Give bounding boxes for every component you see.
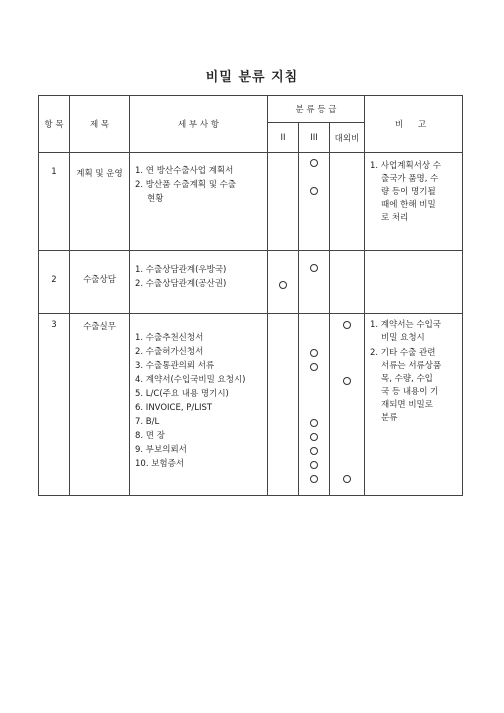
remark-line: 1. 계약서는 수입국 bbox=[370, 320, 441, 330]
row-title-text: 계획 및 운영 bbox=[76, 169, 123, 179]
row-no-text: 1 bbox=[51, 167, 57, 177]
item-line: 1. 연 방산수출사업 계획서 bbox=[135, 166, 234, 176]
remark-line: 1. 사업계획서상 수 bbox=[370, 161, 441, 171]
remark-line: 국 등 내용이 기 bbox=[381, 387, 439, 397]
item-line: 7. B/L bbox=[135, 417, 160, 427]
item-line: 2. 수출허가신청서 bbox=[135, 347, 204, 357]
header-detail: 세 부 사 항 bbox=[130, 96, 268, 153]
header-grade-2: II bbox=[268, 123, 299, 153]
row-title-text: 수출실무 bbox=[83, 322, 116, 332]
document-title: 비밀 분류 지침 bbox=[205, 70, 299, 85]
remark-line: 분류 bbox=[381, 413, 398, 423]
remark-line: 로 처리 bbox=[381, 213, 409, 223]
remark-line: 목, 수량, 수입 bbox=[381, 374, 433, 384]
grade-mark-circle bbox=[343, 475, 351, 483]
item-line: 6. INVOICE, P/LIST bbox=[135, 403, 213, 413]
item-line: 1. 수출추천신청서 bbox=[135, 333, 204, 343]
grade-mark-circle bbox=[310, 419, 318, 427]
grade-mark-circle bbox=[310, 461, 318, 469]
grade-3-cell bbox=[299, 251, 330, 314]
row-items bbox=[130, 314, 268, 496]
item-line: 10. 보험증서 bbox=[135, 459, 185, 469]
grade-mark-circle bbox=[310, 159, 318, 167]
grade-ext-cell bbox=[330, 153, 365, 251]
item-line: 8. 면 장 bbox=[135, 431, 165, 441]
row-items bbox=[130, 153, 268, 251]
row-title bbox=[70, 314, 130, 496]
remark-line: 재되면 비밀로 bbox=[381, 400, 433, 410]
row-title bbox=[70, 251, 130, 314]
item-line: 9. 부보의뢰서 bbox=[135, 445, 187, 455]
remark-line: 량 등이 명기될 bbox=[381, 187, 436, 197]
item-line: 2. 수출상담관계(공산권) bbox=[135, 279, 227, 289]
table-row bbox=[39, 251, 463, 314]
grade-mark-circle bbox=[310, 433, 318, 441]
item-line: 1. 수출상담관계(우방국) bbox=[135, 265, 227, 275]
item-line: 5. L/C(주요 내용 명기시) bbox=[135, 389, 229, 399]
row-title-text: 수출상담 bbox=[83, 275, 116, 285]
classification-table bbox=[38, 95, 463, 496]
remark-line: 때에 한해 비밀 bbox=[381, 200, 436, 210]
remark-line: 비밀 요청시 bbox=[381, 333, 425, 343]
item-line: 4. 계약서(수입국비밀 요청시) bbox=[135, 375, 246, 385]
header-title: 제 목 bbox=[70, 96, 130, 153]
item-line: 현황 bbox=[147, 194, 164, 204]
row-remark bbox=[365, 314, 463, 496]
header-grade-3: III bbox=[299, 123, 330, 153]
table-row bbox=[39, 314, 463, 496]
grade-3-cell bbox=[299, 153, 330, 251]
grade-2-cell bbox=[268, 314, 299, 496]
row-remark bbox=[365, 251, 463, 314]
grade-mark-circle bbox=[279, 281, 287, 289]
grade-mark-circle bbox=[343, 377, 351, 385]
grade-mark-circle bbox=[310, 264, 318, 272]
row-no-text: 3 bbox=[51, 320, 57, 330]
grade-mark-circle bbox=[310, 349, 318, 357]
table-row bbox=[39, 153, 463, 251]
row-no bbox=[39, 153, 70, 251]
header-grade: 분 류 등 급 bbox=[268, 96, 365, 123]
grade-2-cell bbox=[268, 251, 299, 314]
item-line: 2. 방산품 수출계획 및 수출 bbox=[135, 180, 237, 190]
remark-line: 출국가 품명, 수 bbox=[381, 174, 439, 184]
grade-mark-circle bbox=[310, 187, 318, 195]
row-no-text: 2 bbox=[51, 275, 57, 285]
row-no bbox=[39, 314, 70, 496]
grade-mark-circle bbox=[343, 321, 351, 329]
header-no: 항 목 bbox=[39, 96, 70, 153]
header-grade-ext: 대외비 bbox=[330, 123, 365, 153]
row-no bbox=[39, 251, 70, 314]
grade-ext-cell bbox=[330, 314, 365, 496]
row-items bbox=[130, 251, 268, 314]
item-line: 3. 수출통관의뢰 서류 bbox=[135, 361, 215, 371]
row-remark bbox=[365, 153, 463, 251]
grade-mark-circle bbox=[310, 447, 318, 455]
grade-mark-circle bbox=[310, 475, 318, 483]
row-title bbox=[70, 153, 130, 251]
header-remark: 비 고 bbox=[365, 96, 463, 153]
grade-3-cell bbox=[299, 314, 330, 496]
grade-mark-circle bbox=[310, 363, 318, 371]
grade-ext-cell bbox=[330, 251, 365, 314]
grade-2-cell bbox=[268, 153, 299, 251]
remark-line: 서류는 서류상품 bbox=[381, 361, 442, 371]
remark-line: 2. 기타 수출 관련 bbox=[370, 348, 436, 358]
